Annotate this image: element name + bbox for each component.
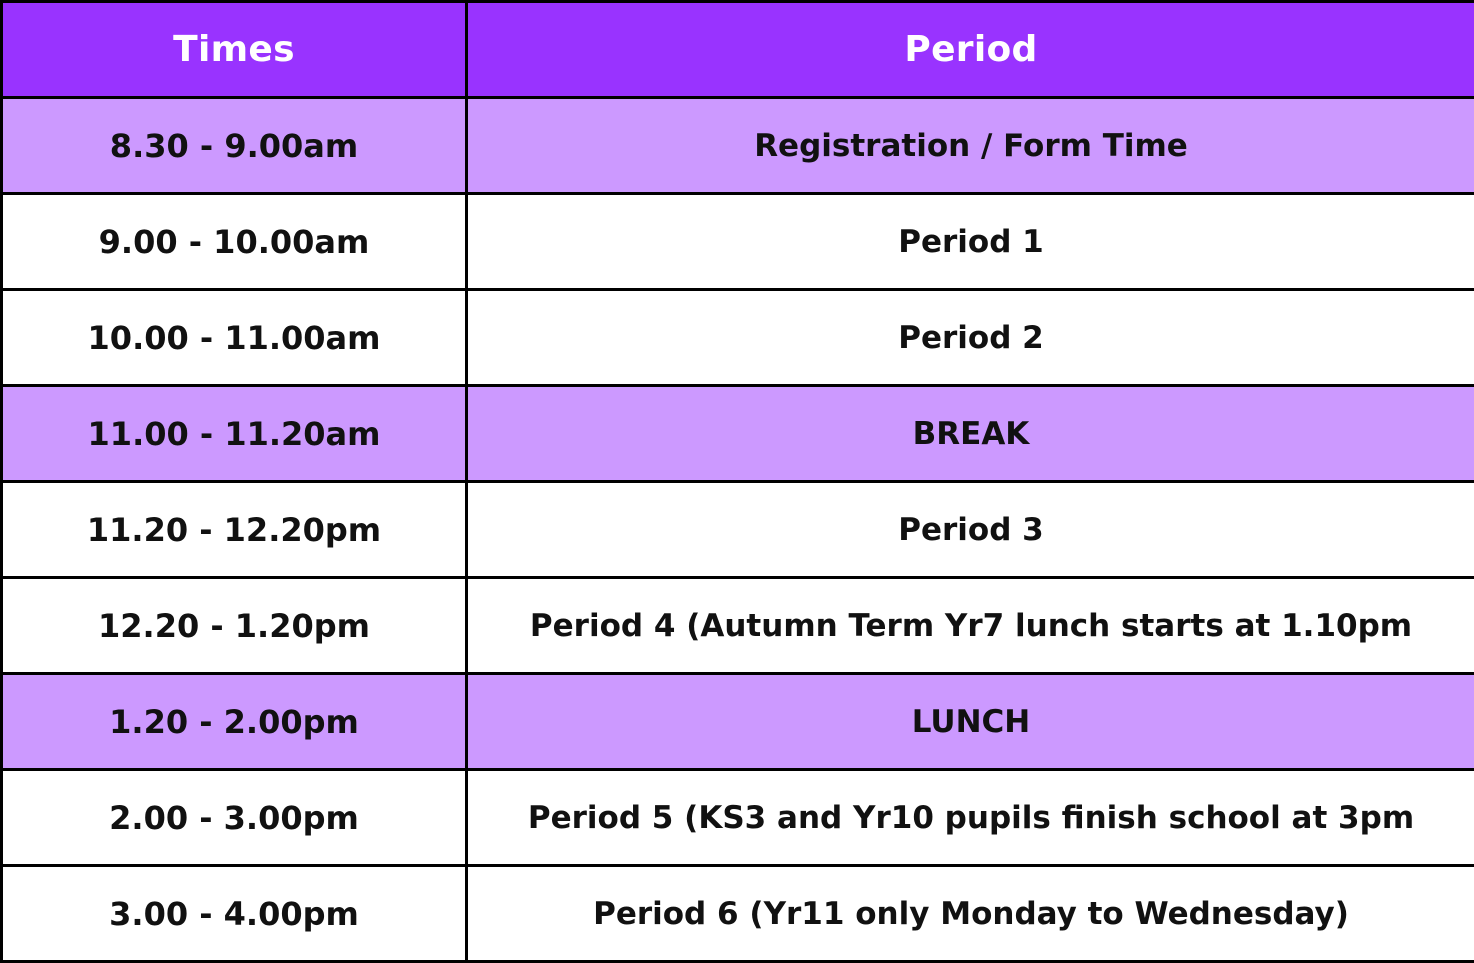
period-cell: Period 3	[467, 482, 1474, 578]
period-cell: Registration / Form Time	[467, 98, 1474, 194]
period-cell: Period 5 (KS3 and Yr10 pupils finish school at 3pm	[467, 770, 1474, 866]
table-row	[2, 194, 1474, 290]
time-cell: 10.00 - 11.00am	[2, 290, 467, 386]
time-cell: 2.00 - 3.00pm	[2, 770, 467, 866]
period-cell: Period 4 (Autumn Term Yr7 lunch starts at 1.10pm	[467, 578, 1474, 674]
period-cell: Period 2	[467, 290, 1474, 386]
time-cell: 11.20 - 12.20pm	[2, 482, 467, 578]
table-row	[2, 290, 1474, 386]
time-cell: 12.20 - 1.20pm	[2, 578, 467, 674]
period-column-header: Period	[467, 2, 1474, 98]
table-row	[2, 482, 1474, 578]
time-cell: 8.30 - 9.00am	[2, 98, 467, 194]
table-row	[2, 578, 1474, 674]
times-column-header: Times	[2, 2, 467, 98]
time-cell: 9.00 - 10.00am	[2, 194, 467, 290]
table-row	[2, 866, 1474, 962]
table-row	[2, 98, 1474, 194]
period-cell: LUNCH	[467, 674, 1474, 770]
period-cell: BREAK	[467, 386, 1474, 482]
time-cell: 1.20 - 2.00pm	[2, 674, 467, 770]
table-row	[2, 386, 1474, 482]
period-cell: Period 1	[467, 194, 1474, 290]
table-row	[2, 674, 1474, 770]
table-row	[2, 770, 1474, 866]
time-cell: 3.00 - 4.00pm	[2, 866, 467, 962]
header-row	[2, 2, 1474, 98]
period-cell: Period 6 (Yr11 only Monday to Wednesday)	[467, 866, 1474, 962]
time-cell: 11.00 - 11.20am	[2, 386, 467, 482]
